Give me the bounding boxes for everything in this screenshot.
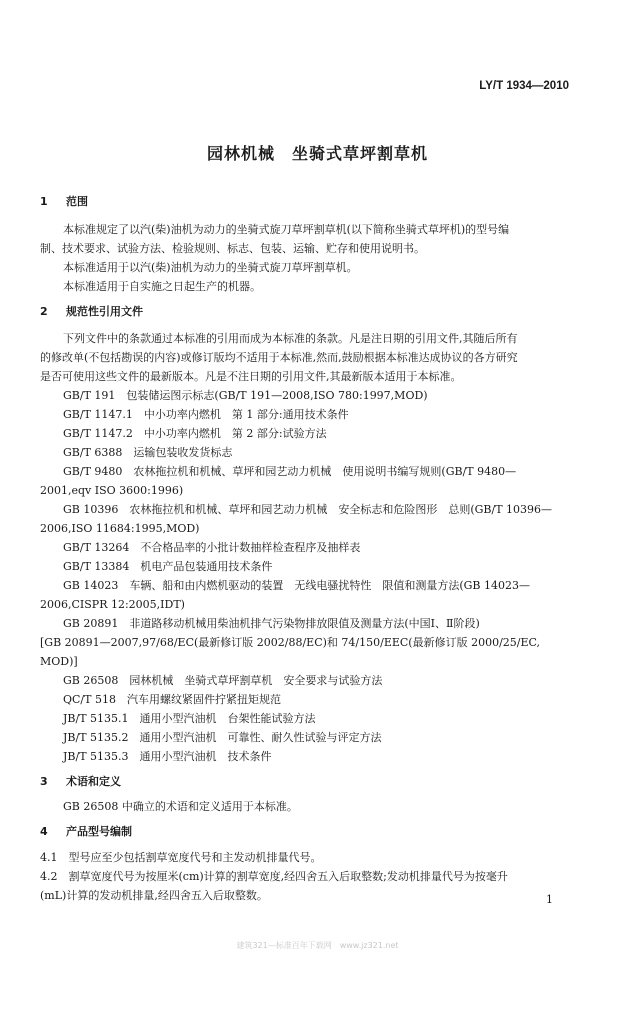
reference-line: GB/T 191 包装储运图示标志(GB/T 191—2008,ISO 780:1997,MOD) — [63, 389, 428, 402]
reference-line: [GB 20891—2007,97/68/EC(最新修订版 2002/88/EC)和 74/150/EEC(最新修订版 2000/25/EC, — [40, 636, 541, 649]
section-number: 1 — [40, 195, 48, 208]
section-1-heading — [40, 193, 88, 209]
reference-line: QC/T 518 汽车用螺纹紧固件拧紧扭矩规范 — [63, 693, 281, 706]
page-number: 1 — [546, 893, 553, 906]
section-4-heading — [40, 823, 132, 839]
section-number: 3 — [40, 775, 48, 788]
clause-line: 4.1 型号应至少包括割草宽度代号和主发动机排量代号。 — [40, 851, 322, 864]
section-2-heading — [40, 303, 143, 319]
paragraph-line: 制、技术要求、试验方法、检验规则、标志、包装、运输、贮存和使用说明书。 — [40, 242, 425, 255]
reference-line: JB/T 5135.1 通用小型汽油机 台架性能试验方法 — [63, 712, 316, 725]
paragraph-line: 的修改单(不包括勘误的内容)或修订版均不适用于本标准,然而,鼓励根据本标准达成协议的各方研究 — [40, 351, 518, 364]
reference-line: 2001,eqv ISO 3600:1996) — [40, 484, 184, 497]
standard-code: LY/T 1934—2010 — [479, 80, 569, 92]
paragraph-line: 下列文件中的条款通过本标准的引用而成为本标准的条款。凡是注日期的引用文件,其随后所有 — [63, 332, 518, 345]
reference-line: 2006,ISO 11684:1995,MOD) — [40, 522, 200, 535]
section-title: 规范性引用文件 — [66, 305, 143, 318]
reference-line: GB 20891 非道路移动机械用柴油机排气污染物排放限值及测量方法(中国Ⅰ、Ⅱ阶段) — [63, 617, 480, 630]
section-title: 术语和定义 — [66, 775, 121, 788]
clause-line: (mL)计算的发动机排量,经四舍五入后取整数。 — [40, 889, 268, 902]
reference-line: GB/T 13264 不合格品率的小批计数抽样检查程序及抽样表 — [63, 541, 361, 554]
reference-line: GB/T 1147.2 中小功率内燃机 第 2 部分:试验方法 — [63, 427, 327, 440]
paragraph-line: 本标准适用于自实施之日起生产的机器。 — [63, 280, 261, 293]
section-title: 产品型号编制 — [66, 825, 132, 838]
paragraph-line: 是否可使用这些文件的最新版本。凡是不注日期的引用文件,其最新版本适用于本标准。 — [40, 370, 462, 383]
section-number: 4 — [40, 825, 48, 838]
section-number: 2 — [40, 305, 48, 318]
paragraph-line: GB 26508 中确立的术语和定义适用于本标准。 — [63, 800, 298, 813]
watermark-text: 建筑321—标准百年下载网 www.jz321.net — [236, 941, 399, 950]
section-3-heading — [40, 773, 121, 789]
clause-line: 4.2 割草宽度代号为按厘米(cm)计算的割草宽度,经四舍五入后取整数;发动机排量代号为按毫升 — [40, 870, 508, 883]
paragraph-line: 本标准规定了以汽(柴)油机为动力的坐骑式旋刀草坪割草机(以下简称坐骑式草坪机)的型号编 — [63, 223, 510, 236]
reference-line: GB/T 6388 运输包装收发货标志 — [63, 446, 233, 459]
paragraph-line: 本标准适用于以汽(柴)油机为动力的坐骑式旋刀草坪割草机。 — [63, 261, 358, 274]
reference-line: GB/T 13384 机电产品包装通用技术条件 — [63, 560, 273, 573]
reference-line: GB 14023 车辆、船和由内燃机驱动的装置 无线电骚扰特性 限值和测量方法(GB 14023— — [63, 579, 531, 592]
section-title: 范围 — [66, 195, 88, 208]
reference-line: 2006,CISPR 12:2005,IDT) — [40, 598, 185, 611]
reference-line: GB 26508 园林机械 坐骑式草坪割草机 安全要求与试验方法 — [63, 674, 383, 687]
reference-line: GB 10396 农林拖拉机和机械、草坪和园艺动力机械 安全标志和危险图形 总则(GB/T 10396— — [63, 503, 553, 516]
reference-line: GB/T 1147.1 中小功率内燃机 第 1 部分:通用技术条件 — [63, 408, 349, 421]
reference-line: GB/T 9480 农林拖拉机和机械、草坪和园艺动力机械 使用说明书编写规则(GB/T 9480— — [63, 465, 517, 478]
document-title: 园林机械 坐骑式草坪割草机 — [206, 144, 428, 163]
reference-line: JB/T 5135.2 通用小型汽油机 可靠性、耐久性试验与评定方法 — [63, 731, 382, 744]
reference-line: MOD)] — [40, 655, 78, 668]
reference-line: JB/T 5135.3 通用小型汽油机 技术条件 — [63, 750, 272, 763]
